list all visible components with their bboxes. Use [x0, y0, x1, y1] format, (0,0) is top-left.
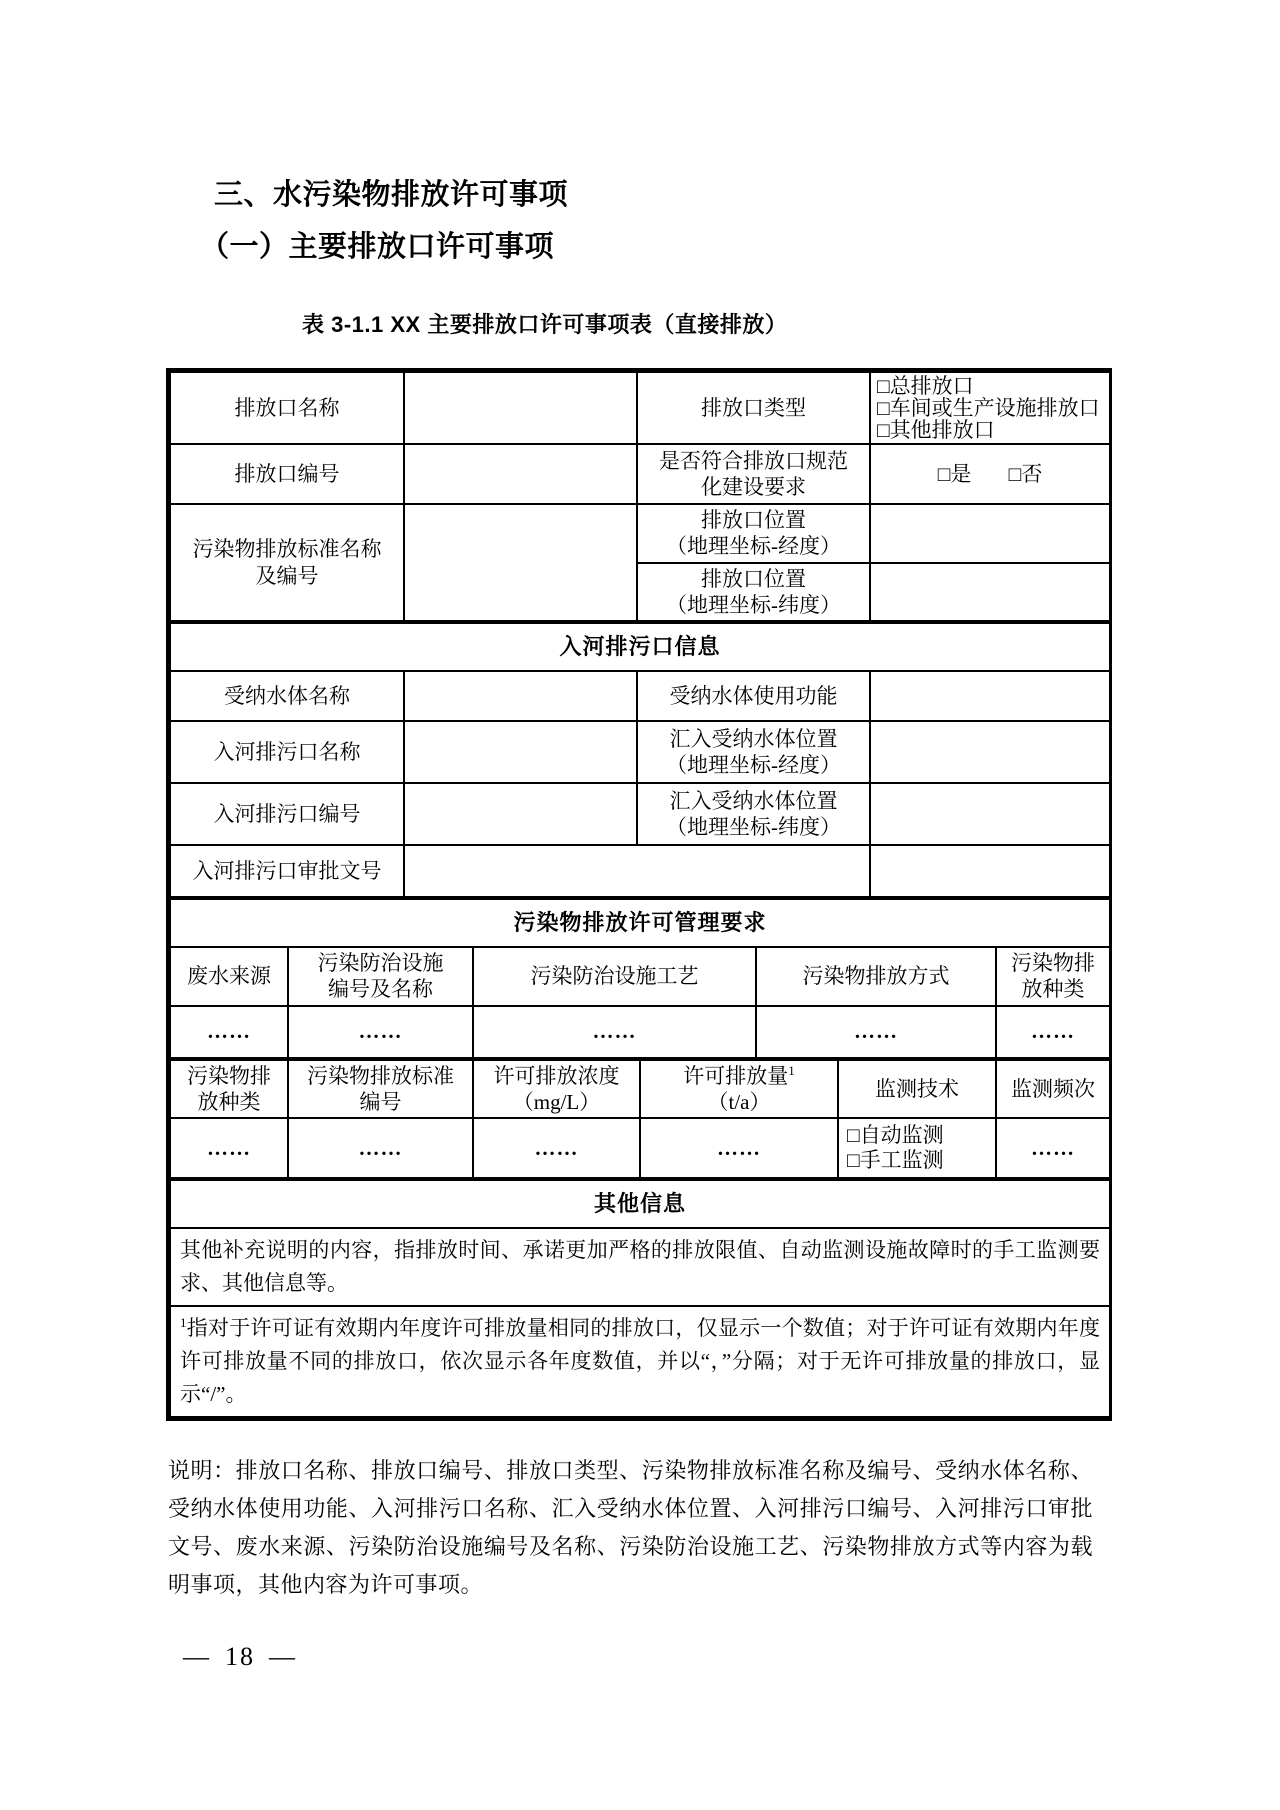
- receiving-water-function-value-cell: [870, 671, 1110, 721]
- page-number-value: 18: [225, 1642, 255, 1671]
- receiving-water-function-label: 受纳水体使用功能: [637, 671, 870, 721]
- permitted-concentration-header: [473, 1060, 640, 1119]
- treatment-facility-header: [288, 947, 473, 1006]
- outlet-info-table: [169, 371, 1111, 622]
- treatment-process-header: 污染防治设施工艺: [473, 947, 756, 1006]
- join-position-lng-value-cell: [870, 721, 1110, 783]
- footnote-marker: 1: [788, 1062, 795, 1078]
- permitted-amount-header-line2: （t/a）: [707, 1089, 771, 1114]
- join-position-lng-sub: （地理坐标-经度）: [666, 753, 841, 777]
- permitted-amount-text: 许可排放量: [683, 1063, 789, 1088]
- outlet-position-lng-sub: （地理坐标-经度）: [666, 534, 841, 559]
- other-info-title: 其他信息: [170, 1180, 1110, 1228]
- outlet-code-value-cell: [404, 444, 637, 504]
- checkbox-icon: □: [877, 418, 890, 442]
- river-approval-doc-label: 入河排污口审批文号: [170, 845, 404, 897]
- standard-code-header: [288, 1060, 473, 1119]
- yes-label: 是: [950, 461, 972, 486]
- placeholder-cell: ……: [640, 1118, 838, 1178]
- discharge-mode-header: 污染物排放方式: [756, 947, 996, 1006]
- page-number: [183, 1642, 297, 1672]
- join-position-lat-label: [637, 783, 870, 845]
- outlet-spec-label-line1: 是否符合排放口规范: [659, 448, 848, 473]
- outlet-code-label: 排放口编号: [170, 444, 404, 504]
- outlet-name-value-cell: [404, 372, 637, 444]
- river-section-title: 入河排污口信息: [170, 623, 1110, 671]
- river-approval-doc-value-cell: [404, 845, 870, 897]
- placeholder-cell: ……: [996, 1118, 1110, 1178]
- join-position-lat-value-cell: [870, 783, 1110, 845]
- monitoring-option-label: 自动监测: [859, 1123, 944, 1147]
- outlet-type-label: 排放口类型: [637, 372, 870, 444]
- monitoring-option-row: [847, 1123, 991, 1148]
- management-section-title: 污染物排放许可管理要求: [170, 899, 1110, 947]
- outlet-type-option-label: 车间或生产设施排放口: [889, 396, 1100, 420]
- outlet-position-lat-label: [637, 563, 870, 622]
- placeholder-cell: ……: [996, 1006, 1110, 1058]
- footnote-text: 指对于许可证有效期内年度许可排放量相同的排放口，仅显示一个数值；对于许可证有效期内年度许可排放量不同的排放口，依次显示各年度数值，并以“，”分隔；对于无许可排放量的排放口，显示“/”。: [180, 1316, 1100, 1406]
- checkbox-icon: □: [937, 461, 951, 486]
- management-table-2: [169, 1059, 1111, 1180]
- pollutant-type-header-line2: 放种类: [1021, 977, 1085, 1002]
- join-position-label-line1: 汇入受纳水体位置: [669, 788, 838, 813]
- outlet-type-option-label: 总排放口: [889, 374, 974, 398]
- pollutant-type-header: [996, 947, 1110, 1006]
- outlet-position-lat-sub: （地理坐标-纬度）: [666, 592, 841, 617]
- permitted-concentration-header-line2: （mg/L）: [512, 1089, 601, 1114]
- river-outlet-name-label: 入河排污口名称: [170, 721, 404, 783]
- outlet-position-lng-value-cell: [870, 504, 1110, 563]
- management-table-1: [169, 898, 1111, 1059]
- outlet-spec-label-line2: 化建设要求: [701, 475, 806, 499]
- outlet-type-option-label: 其他排放口: [889, 418, 995, 442]
- discharge-standard-label: [170, 504, 404, 621]
- discharge-standard-value-cell: [404, 504, 637, 621]
- checkbox-icon: □: [877, 396, 890, 420]
- discharge-standard-label-line1: 污染物排放标准名称: [192, 537, 382, 562]
- pollutant-type-header-line1: 污染物排: [1011, 951, 1096, 975]
- checkbox-icon: □: [1008, 461, 1022, 486]
- section-heading: 三、水污染物排放许可事项: [214, 179, 569, 211]
- receiving-water-name-value-cell: [404, 671, 637, 721]
- checkbox-icon: □: [847, 1123, 860, 1147]
- placeholder-cell: ……: [288, 1118, 473, 1178]
- monitoring-option-row: [847, 1148, 991, 1173]
- standard-code-header-line2: 编号: [359, 1089, 402, 1114]
- outlet-type-option-row: [877, 419, 1105, 441]
- outlet-type-option-row: [877, 375, 1105, 397]
- permitted-amount-header: [640, 1060, 838, 1119]
- other-info-table: [169, 1179, 1111, 1418]
- receiving-water-name-label: 受纳水体名称: [170, 671, 404, 721]
- pollutant-type-header-line1: 污染物排: [187, 1063, 271, 1088]
- join-position-lat-sub: （地理坐标-纬度）: [666, 815, 841, 839]
- table-title: 表 3-1.1 XX 主要排放口许可事项表（直接排放）: [302, 312, 788, 337]
- pollutant-type-header-line2: 放种类: [197, 1089, 261, 1114]
- monitoring-tech-header: 监测技术: [838, 1060, 996, 1119]
- river-approval-doc-extra-cell: [870, 845, 1110, 897]
- no-label: 否: [1021, 461, 1043, 486]
- river-outlet-table: [169, 622, 1111, 898]
- page-number-dash-left: —: [183, 1642, 211, 1671]
- join-position-label-line1: 汇入受纳水体位置: [669, 726, 838, 751]
- no-option: [1009, 462, 1043, 486]
- standard-code-header-line1: 污染物排放标准: [307, 1063, 454, 1088]
- river-outlet-name-value-cell: [404, 721, 637, 783]
- checkbox-icon: □: [877, 374, 890, 398]
- treatment-facility-header-line1: 污染防治设施: [317, 951, 444, 975]
- river-outlet-code-label: 入河排污口编号: [170, 783, 404, 845]
- outlet-position-lng-label: [637, 504, 870, 563]
- checkbox-icon: □: [847, 1148, 860, 1172]
- outlet-type-option-row: [877, 397, 1105, 419]
- placeholder-cell: ……: [473, 1006, 756, 1058]
- monitoring-frequency-header: 监测频次: [996, 1060, 1110, 1119]
- placeholder-cell: ……: [756, 1006, 996, 1058]
- footnote-marker: 1: [180, 1315, 187, 1330]
- discharge-standard-label-line2: 及编号: [255, 563, 319, 588]
- permitted-amount-header-line1: [645, 1063, 833, 1089]
- remark-paragraph: 说明：排放口名称、排放口编号、排放口类型、污染物排放标准名称及编号、受纳水体名称、受纳水体使用功能、入河排污口名称、汇入受纳水体位置、入河排污口编号、入河排污口审批文号、废水来源、污染防治设施编号及名称、污染防治设施工艺、污染物排放方式等内容为载明事项，其他内容为许可事项。: [168, 1458, 1093, 1597]
- table-footnote: [170, 1306, 1110, 1417]
- wastewater-source-header: 废水来源: [170, 947, 288, 1006]
- pollutant-type-header: [170, 1060, 288, 1119]
- outlet-name-label: 排放口名称: [170, 372, 404, 444]
- outlet-position-label-line1: 排放口位置: [701, 566, 806, 591]
- permit-table: [166, 368, 1112, 1421]
- yes-option: [938, 462, 972, 486]
- river-outlet-code-value-cell: [404, 783, 637, 845]
- placeholder-cell: ……: [170, 1006, 288, 1058]
- placeholder-cell: ……: [473, 1118, 640, 1178]
- monitoring-option-label: 手工监测: [859, 1148, 944, 1172]
- outlet-spec-label: [637, 444, 870, 504]
- treatment-facility-header-line2: 编号及名称: [328, 977, 433, 1002]
- monitoring-tech-options-cell: [838, 1118, 996, 1178]
- outlet-spec-yesno-cell: [870, 444, 1110, 504]
- subsection-heading: （一）主要排放口许可事项: [200, 231, 555, 263]
- other-info-description: 其他补充说明的内容，指排放时间、承诺更加严格的排放限值、自动监测设施故障时的手工监测要求、其他信息等。: [170, 1228, 1110, 1306]
- outlet-type-options-cell: [870, 372, 1110, 444]
- join-position-lng-label: [637, 721, 870, 783]
- placeholder-cell: ……: [288, 1006, 473, 1058]
- permitted-concentration-header-line1: 许可排放浓度: [493, 1063, 620, 1088]
- page-number-dash-right: —: [269, 1642, 297, 1671]
- outlet-position-label-line1: 排放口位置: [701, 508, 806, 532]
- placeholder-cell: ……: [170, 1118, 288, 1178]
- outlet-position-lat-value-cell: [870, 563, 1110, 622]
